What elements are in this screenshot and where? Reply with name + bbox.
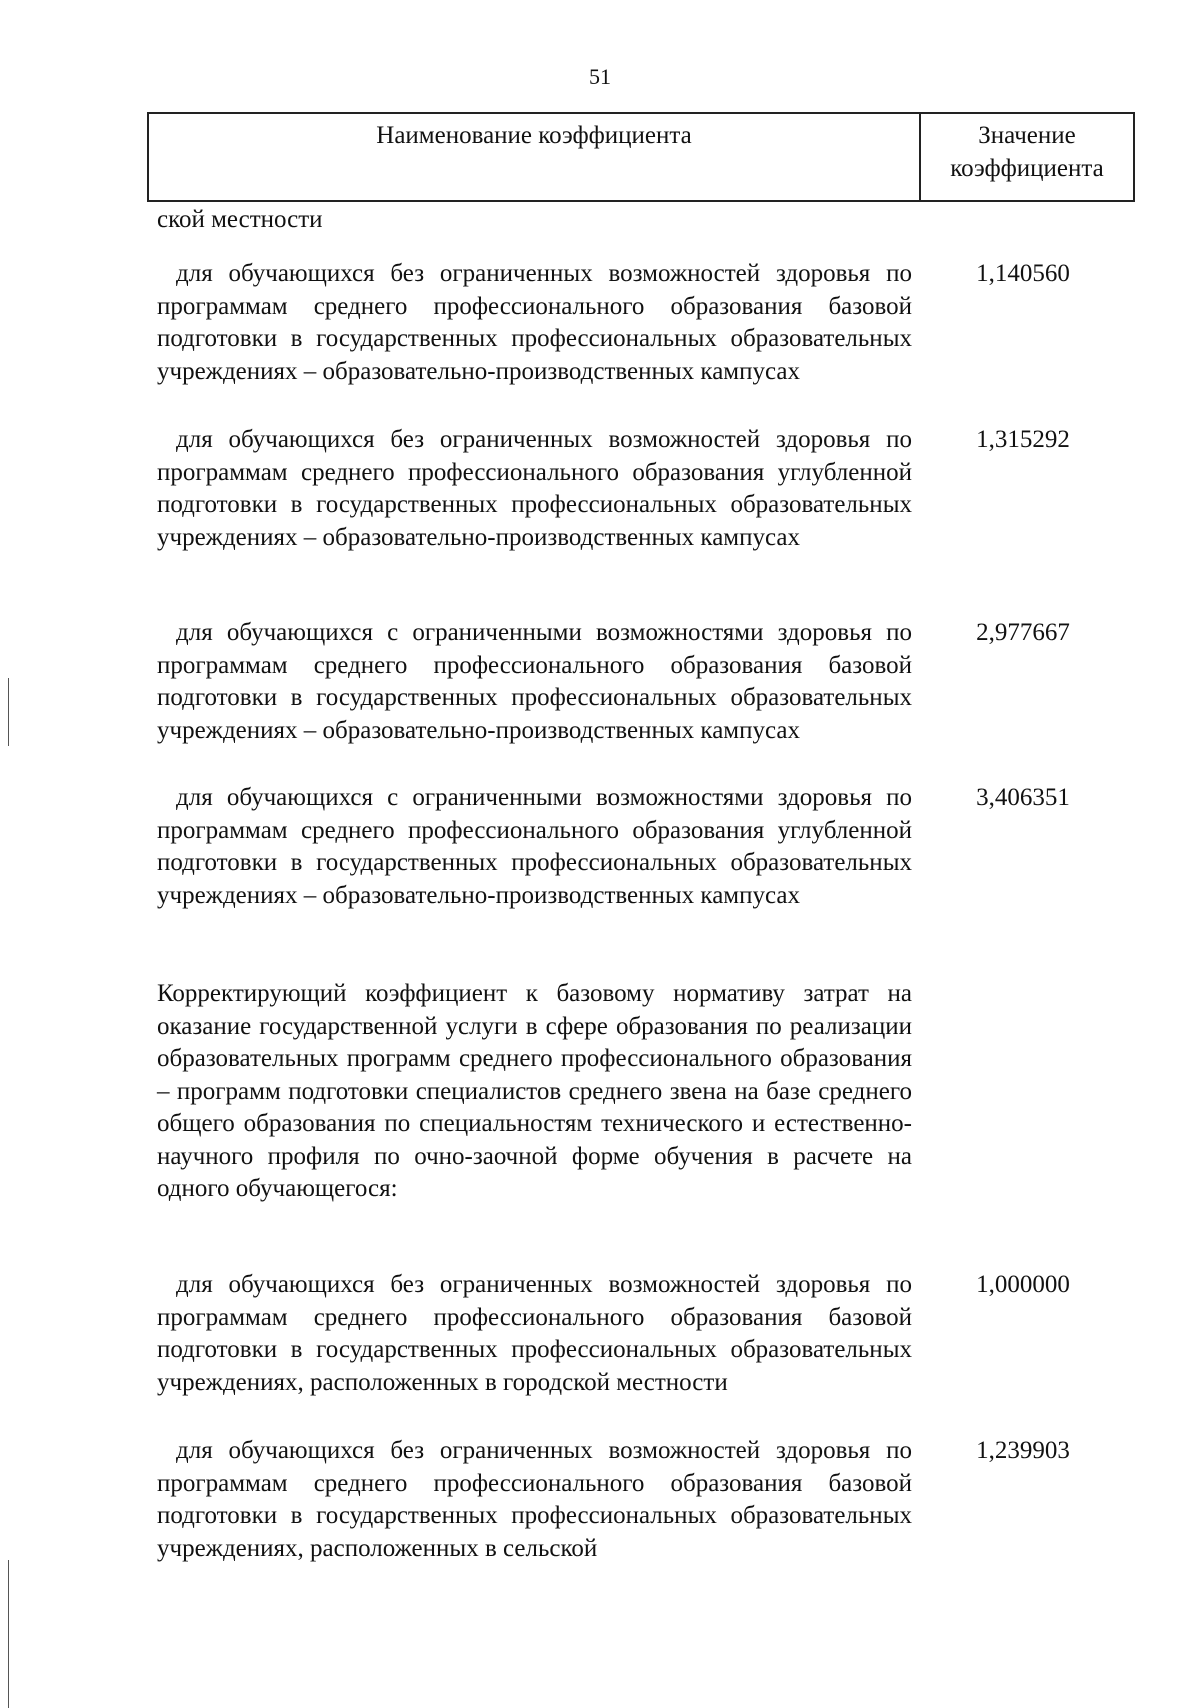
coefficient-description: для обучающихся без ограниченных возможностей здоровья по программам среднего профессионального образования базовой подготовки в государственных профессиональных образовательных учреждениях, расположенных в сельской [157,1437,912,1562]
coefficient-description: для обучающихся с ограниченными возможностями здоровья по программам среднего профессионального образования базовой подготовки в государственных профессиональных образовательных учреждениях – образовательно-производственных кампусах [157,619,912,744]
continuation-text: ской местности [157,206,323,233]
coefficient-value: 3,406351 [976,784,1070,811]
coefficient-description: для обучающихся без ограниченных возможностей здоровья по программам среднего профессионального образования углубленной подготовки в государственных профессиональных образовательных учреждениях – образовательно-производственных кампусах [157,426,912,551]
coefficient-value: 1,140560 [976,260,1070,287]
coefficient-value: 1,315292 [976,426,1070,453]
page-number: 51 [589,64,611,89]
coefficient-description: для обучающихся без ограниченных возможностей здоровья по программам среднего профессионального образования базовой подготовки в государственных профессиональных образовательных учреждениях, расположенных в городской местности [157,1271,912,1396]
table-header [147,112,1135,202]
coefficient-value: 1,000000 [976,1271,1070,1298]
margin-line [8,678,9,746]
margin-line [8,1560,9,1708]
coefficient-description: для обучающихся с ограниченными возможностями здоровья по программам среднего профессионального образования углубленной подготовки в государственных профессиональных образовательных учреждениях – образовательно-производственных кампусах [157,784,912,909]
coefficient-description: для обучающихся без ограниченных возможностей здоровья по программам среднего профессионального образования базовой подготовки в государственных профессиональных образовательных учреждениях – образовательно-производственных кампусах [157,260,912,385]
coefficient-value: 2,977667 [976,619,1070,646]
coefficient-value: 1,239903 [976,1437,1070,1464]
section-heading: Корректирующий коэффициент к базовому нормативу затрат на оказание государственной услуги в сфере образования по реализации образовательных программ среднего профессионального образования – программ подготовки специалистов среднего звена на базе среднего общего образования по специальностям технического и естественно-научного профиля по очно-заочной форме обучения в расчете на одного обучающегося: [157,980,912,1202]
column-header-name: Наименование коэффициента [149,114,921,200]
column-header-value: Значение коэффициента [950,122,1104,182]
